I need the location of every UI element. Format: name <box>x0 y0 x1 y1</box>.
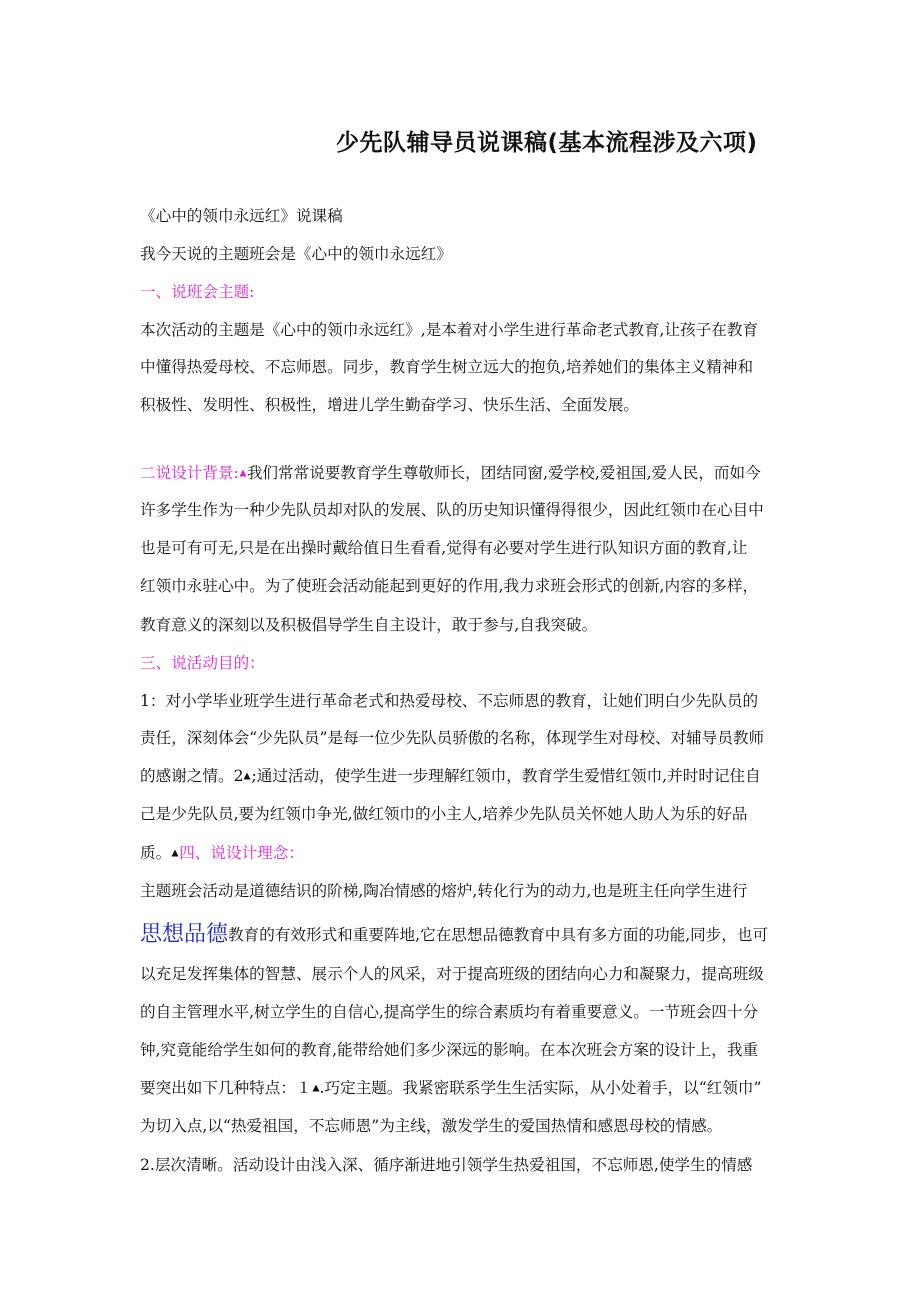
paragraph-line: 为切入点,以“热爱祖国，不忘师恩”为主线，激发学生的爱国热情和感恩母校的情感。 <box>140 1117 723 1135</box>
paragraph-line: 的自主管理水平,树立学生的自信心,提高学生的综合素质均有着重要意义。一节班会四十分 <box>140 1003 759 1021</box>
paragraph-line: 许多学生作为一种少先队员却对队的发展、队的历史知识懂得得很少，因此红领巾在心目中 <box>140 501 764 519</box>
small-triangle-mark-icon <box>171 849 179 857</box>
paragraph-line: 要突出如下几种特点：１ .巧定主题。我紧密联系学生生活实际，从小处着手，以“红领巾” <box>140 1079 762 1097</box>
paragraph-line: 质。 四、说设计理念： <box>140 844 304 862</box>
paragraph-line: 思想品德教育的有效形式和重要阵地,它在思想品德教育中具有多方面的功能,同步，也可 <box>140 922 769 947</box>
section-heading-philosophy: 四、说设计理念： <box>179 844 304 862</box>
paragraph-line: 己是少先队员,要为红领巾争光,做红领巾的小主人,培养少先队员关怀她人助人为乐的好品 <box>140 805 748 823</box>
paragraph-line: 责任，深刻体会“少先队员”是每一位少先队员骄傲的名称，体现学生对母校、对辅导员教师 <box>140 729 765 747</box>
section-heading-background: 二说设计背景: <box>140 464 239 482</box>
paragraph-line: 的感谢之情。2 ;通过活动，使学生进一步理解红领巾，教育学生爱惜红领巾,并时时记住自 <box>140 767 761 785</box>
paragraph-line: 也是可有可无,只是在出操时戴给值日生看看,觉得有必要对学生进行队知识方面的教育,让 <box>140 539 748 557</box>
paragraph-line: 教育意义的深刻以及积极倡导学生自主设计，敢于参与,自我突破。 <box>140 616 598 634</box>
small-triangle-mark-icon <box>239 469 247 477</box>
paragraph-line: 钟,究竟能给学生如何的教育,能带给她们多少深远的影响。在本次班会方案的设计上，我重 <box>140 1041 759 1059</box>
document-subtitle: 《心中的领巾永远红》说课稿 <box>140 207 343 225</box>
section-heading-theme: 一、说班会主题: <box>140 283 255 301</box>
section-heading-goals: 三、说活动目的： <box>140 654 265 672</box>
paragraph-line: 2.层次清晰。活动设计由浅入深、循序渐进地引领学生热爱祖国，不忘师恩,使学生的情感 <box>140 1156 753 1174</box>
paragraph-line: 中懂得热爱母校、不忘师恩。同步，教育学生树立远大的抱负,培养她们的集体主义精神和 <box>140 358 754 376</box>
paragraph-line: 红领巾永驻心中。为了使班会活动能起到更好的作用,我力求班会形式的创新,内容的多样， <box>140 577 759 595</box>
paragraph-line: 积极性、发明性、积极性，增进儿学生勤奋学习、快乐生活、全面发展。 <box>140 396 640 414</box>
paragraph-line: 二说设计背景: 我们常常说要教育学生尊敬师长，团结同窗,爱学校,爱祖国,爱人民，而如今 <box>140 464 761 482</box>
paragraph-line: 主题班会活动是道德结识的阶梯,陶冶情感的熔炉,转化行为的动力,也是班主任向学生进行 <box>140 882 748 900</box>
paragraph-line: 以充足发挥集体的智慧、展示个人的风采，对于提高班级的团结向心力和凝聚力，提高班级 <box>140 965 764 983</box>
intro-line: 我今天说的主题班会是《心中的领巾永远红》 <box>140 245 452 263</box>
small-triangle-mark-icon <box>312 1084 320 1092</box>
paragraph-line: 1：对小学毕业班学生进行革命老式和热爱母校、不忘师恩的教育，让她们明白少先队员的 <box>140 692 759 710</box>
page-title: 少先队辅导员说课稿(基本流程涉及六项) <box>336 130 758 156</box>
moral-education-link[interactable]: 思想品德 <box>140 922 229 947</box>
paragraph-line: 本次活动的主题是《心中的领巾永远红》,是本着对小学生进行革命老式教育,让孩子在教育 <box>140 321 759 339</box>
